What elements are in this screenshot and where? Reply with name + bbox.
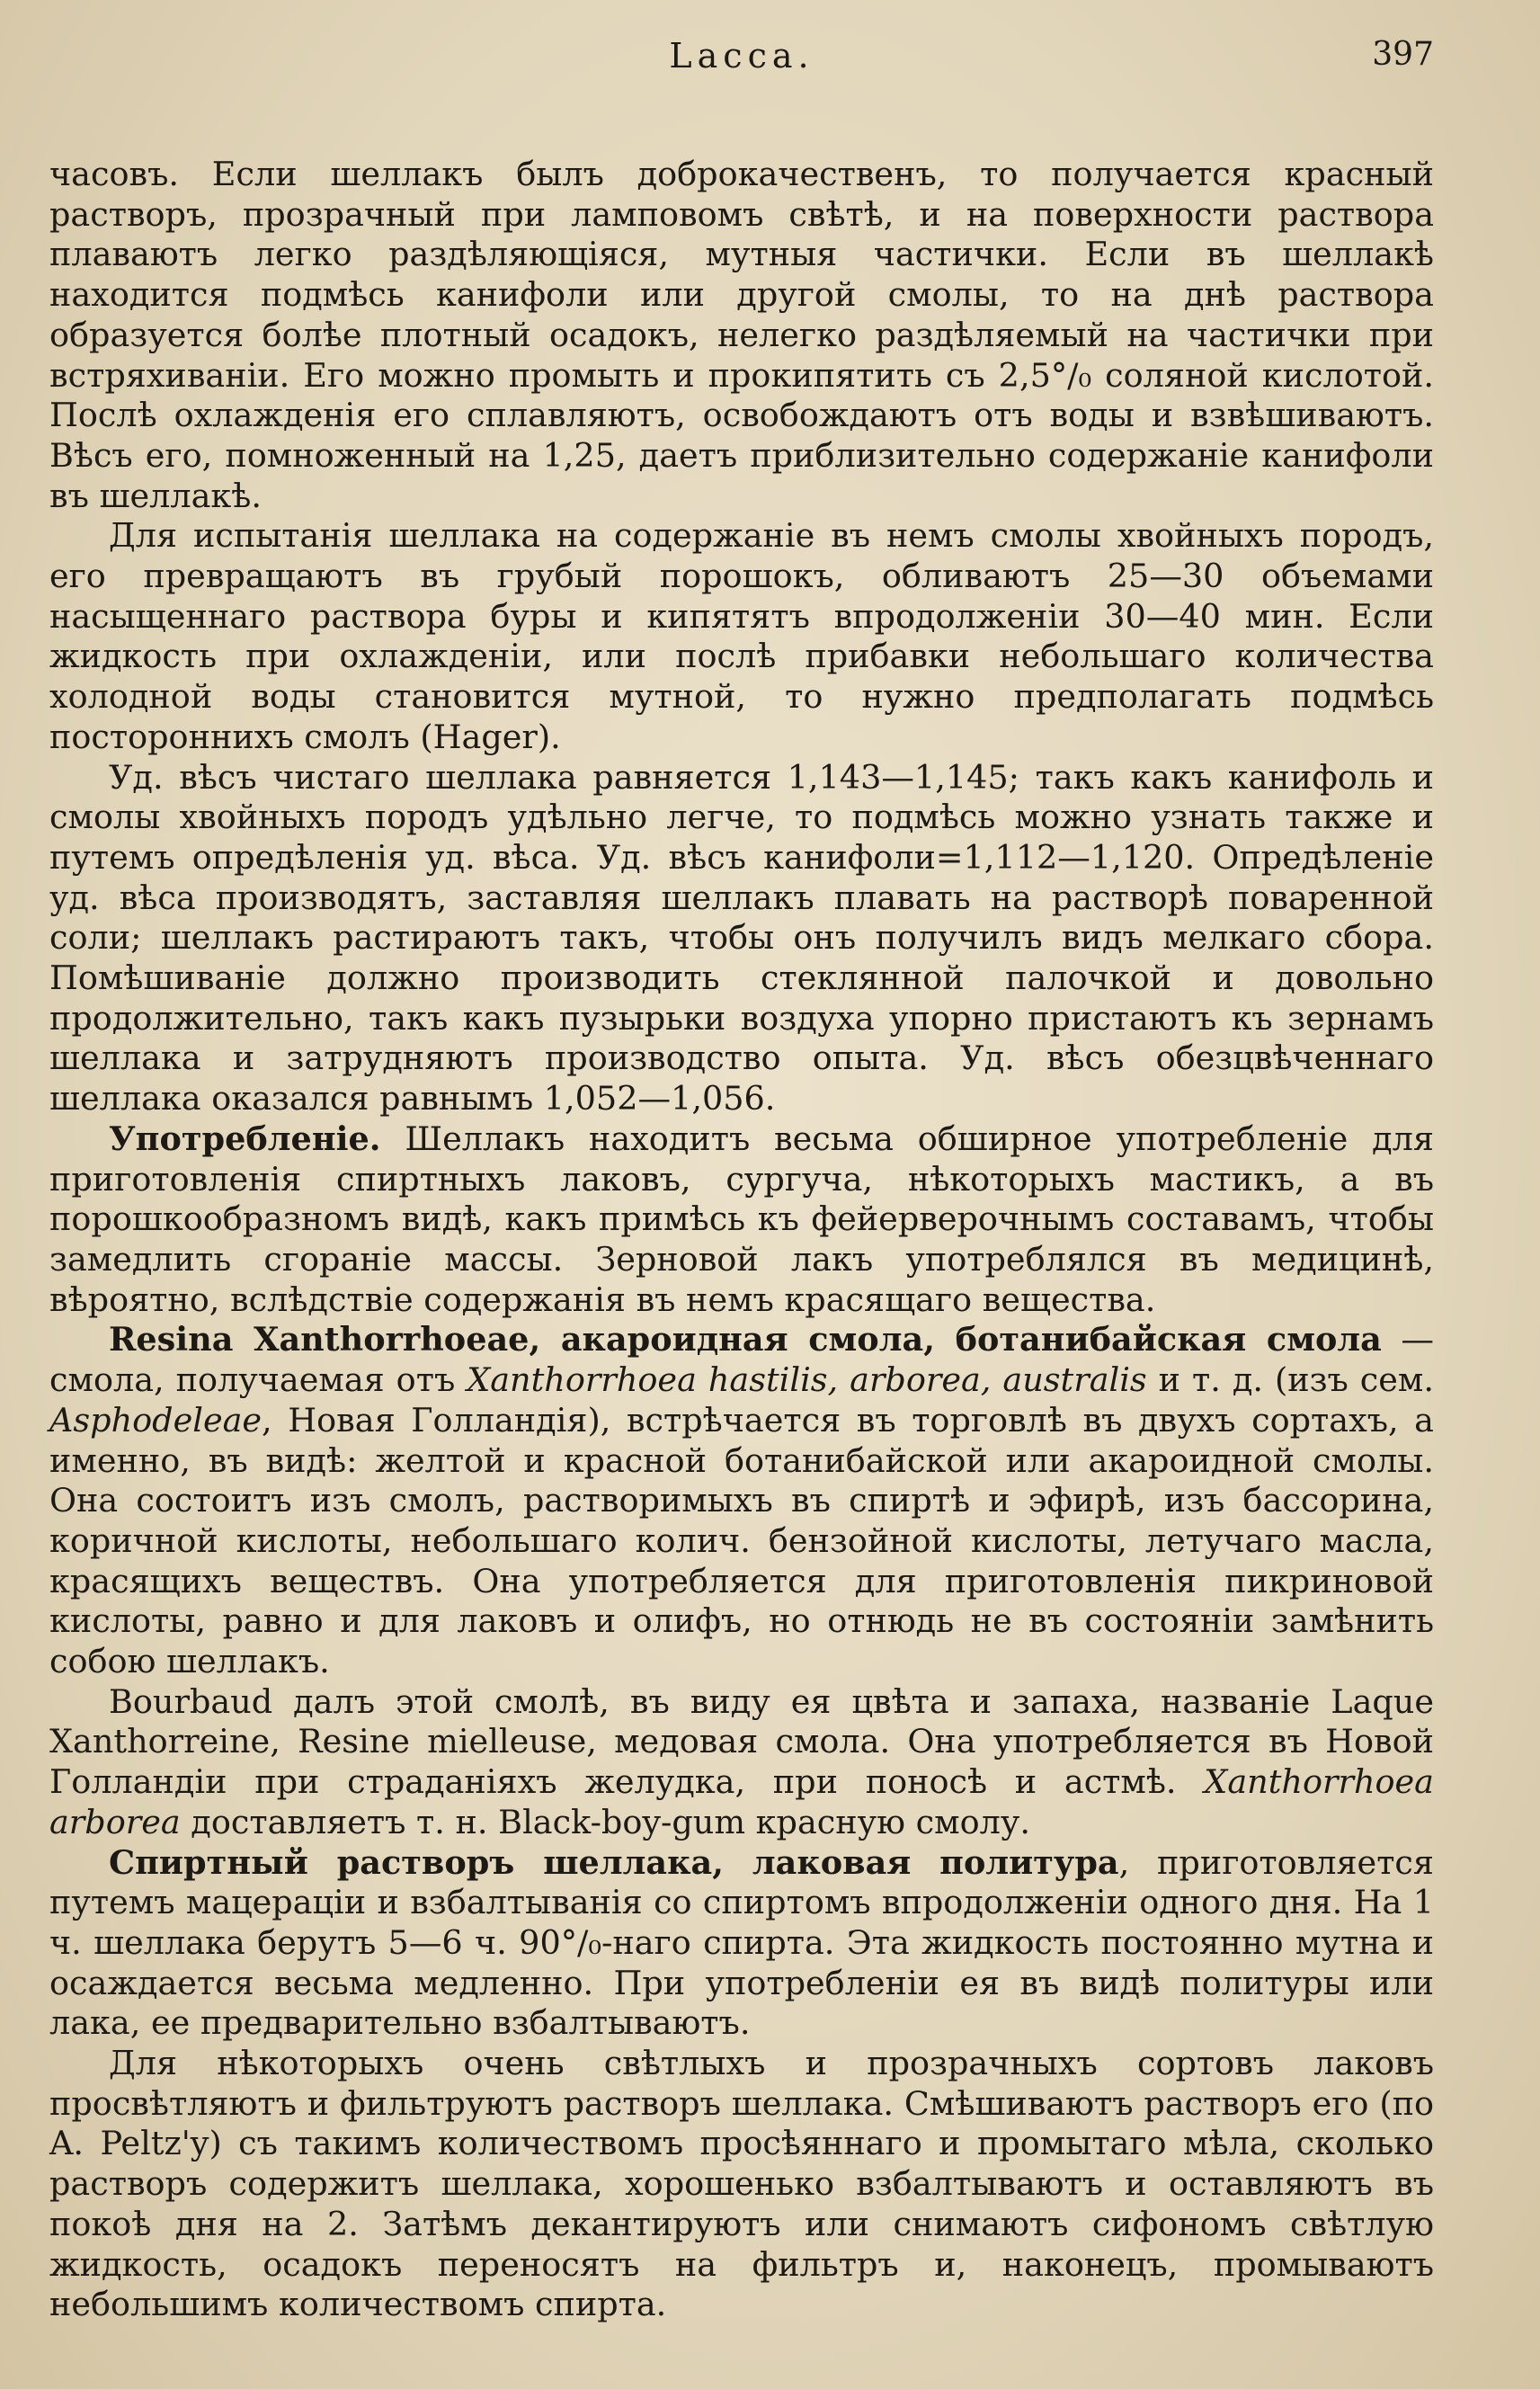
paragraph-5-species: Xanthorrhoea hastilis, arborea, australis bbox=[467, 1360, 1147, 1400]
paragraph-6 bbox=[49, 1682, 1434, 1843]
page-header bbox=[49, 36, 1434, 88]
page-number: 397 bbox=[1372, 36, 1434, 73]
paragraph-7 bbox=[49, 1843, 1434, 2045]
paragraph-3 bbox=[49, 758, 1434, 1119]
paragraph-6-text-b: доставляетъ т. н. Black-boy-gum красную смолу. bbox=[180, 1802, 1030, 1841]
paragraph-4-text: Шеллакъ находитъ весьма обширное употребленіе для приготовленія спиртныхъ лаковъ, сургуча, нѣкоторыхъ мастикъ, а въ порошкообразномъ видѣ, какъ примѣсь къ фейерверочнымъ составамъ, чтобы замедлить сгораніе массы. Зерновой лакъ употреблялся въ медицинѣ, вѣроятно, вслѣдствіе содержанія въ немъ красящаго вещества. bbox=[49, 1119, 1434, 1319]
paragraph-2 bbox=[49, 516, 1434, 757]
paragraph-6-text-a: Bourbaud далъ этой смолѣ, въ виду ея цвѣта и запаха, названіе Laque Xanthorreine, Resine mielleuse, медовая смола. Она употребляется въ Новой Голландіи при страданіяхъ желудка, при поносѣ и астмѣ. bbox=[49, 1681, 1434, 1802]
paragraph-5-text-c: , Новая Голландія), встрѣчается въ торговлѣ въ двухъ сортахъ, а именно, въ видѣ: желтой и красной ботанибайской или акароидной смолы. Она состоитъ изъ смолъ, растворимыхъ въ спиртѣ и эфирѣ, изъ бассорина, коричной кислоты, небольшаго колич. бензойной кислоты, летучаго масла, красящихъ веществъ. Она употребляется для приготовленія пикриновой кислоты, равно и для лаковъ и олифъ, но отнюдь не въ состояніи замѣнить собою шеллакъ. bbox=[49, 1400, 1434, 1681]
paragraph-5-text-b: и т. д. (изъ сем. bbox=[1146, 1360, 1434, 1400]
paragraph-5-heading: Resina Xanthorrhoeae, акароидная смола, ботанибайская смола bbox=[109, 1320, 1382, 1359]
paragraph-1 bbox=[49, 155, 1434, 516]
paragraph-5-text-a: —смола, получаемая отъ bbox=[49, 1320, 1434, 1400]
paragraph-4-heading: Употребленіе. bbox=[109, 1119, 381, 1158]
paragraph-4 bbox=[49, 1119, 1434, 1321]
paragraph-2-text: Для испытанія шеллака на содержаніе въ немъ смолы хвойныхъ породъ, его превращаютъ въ грубый порошокъ, обливаютъ 25—30 объемами насыщеннаго раствора буры и кипятятъ впродолженіи 30—40 мин. Если жидкость при охлажденіи, или послѣ прибавки небольшаго количества холодной воды становится мутной, то нужно предполагать подмѣсь постороннихъ смолъ (Hager). bbox=[49, 516, 1434, 756]
running-title: Lacca. bbox=[669, 36, 815, 76]
paragraph-6-species: Xanthorrhoea arborea bbox=[49, 1762, 1434, 1841]
paragraph-7-text: , приготовляется путемъ мацераціи и взбалтыванія со спиртомъ впродолженіи одного дня. На 1 ч. шеллака берутъ 5—6 ч. 90°/₀-наго спирта. Эта жидкость постоянно мутна и осаждается весьма медленно. При употребленіи ея въ видѣ политуры или лака, ее предварительно взбалтываютъ. bbox=[49, 1842, 1434, 2043]
paragraph-5-family: Asphodeleae bbox=[49, 1400, 263, 1440]
paragraph-7-heading: Спиртный растворъ шеллака, лаковая политура bbox=[109, 1842, 1119, 1882]
paragraph-1-text: часовъ. Если шеллакъ былъ доброкачественъ, то получается красный растворъ, прозрачный при ламповомъ свѣтѣ, и на поверхности раствора плаваютъ легко раздѣляющіяся, мутныя частички. Если въ шеллакѣ находится подмѣсь канифоли или другой смолы, то на днѣ раствора образуется болѣе плотный осадокъ, нелегко раздѣляемый на частички при встряхиваніи. Его можно промыть и прокипятить съ 2,5°/₀ соляной кислотой. Послѣ охлажденія его сплавляютъ, освобождаютъ отъ воды и взвѣшиваютъ. Вѣсъ его, помноженный на 1,25, даетъ приблизительно содержаніе канифоли въ шеллакѣ. bbox=[49, 155, 1434, 515]
paragraph-8-text: Для нѣкоторыхъ очень свѣтлыхъ и прозрачныхъ сортовъ лаковъ просвѣтляютъ и фильтруютъ растворъ шеллака. Смѣшиваютъ растворъ его (по A. Peltz'y) съ такимъ количествомъ просѣяннаго и промытаго мѣла, сколько растворъ содержитъ шеллака, хорошенько взбалтываютъ и оставляютъ въ покоѣ дня на 2. Затѣмъ декантируютъ или снимаютъ сифономъ свѣтлую жидкость, осадокъ переносятъ на фильтръ и, наконецъ, промываютъ небольшимъ количествомъ спирта. bbox=[49, 2044, 1434, 2324]
paragraph-3-text: Уд. вѣсъ чистаго шеллака равняется 1,143—1,145; такъ какъ канифоль и смолы хвойныхъ породъ удѣльно легче, то подмѣсь можно узнать также и путемъ опредѣленія уд. вѣса. Уд. вѣсъ канифоли=1,112—1,120. Опредѣленіе уд. вѣса производятъ, заставляя шеллакъ плавать на растворѣ поваренной соли; шеллакъ растираютъ такъ, чтобы онъ получилъ видъ мелкаго сбора. Помѣшиваніе должно производить стеклянной палочкой и довольно продолжительно, такъ какъ пузырьки воздуха упорно пристаютъ къ зернамъ шеллака и затрудняютъ производство опыта. Уд. вѣсъ обезцвѣченнаго шеллака оказался равнымъ 1,052—1,056. bbox=[49, 757, 1434, 1119]
paragraph-5 bbox=[49, 1320, 1434, 1681]
paragraph-8 bbox=[49, 2044, 1434, 2325]
body-text bbox=[49, 155, 1434, 2325]
